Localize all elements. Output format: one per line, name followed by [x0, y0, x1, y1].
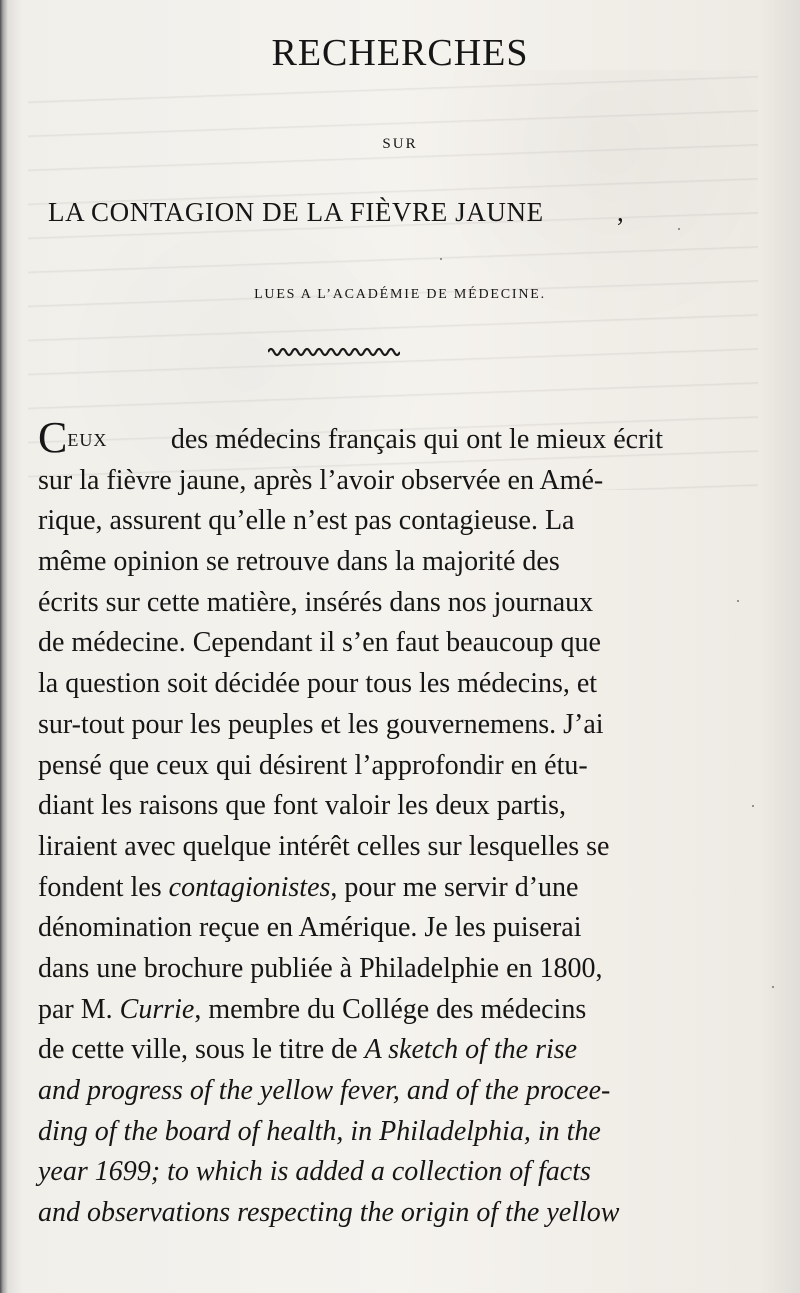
- page-gutter-shadow: [0, 0, 8, 1293]
- italic-term: contagionistes: [168, 871, 331, 903]
- text-line-13: dénomination reçue en Amérique. Je les puiserai: [38, 912, 582, 944]
- opening-words: [38, 413, 108, 462]
- main-heading-comma: ,: [617, 197, 624, 227]
- text-line-19: year 1699; to which is added a collection of facts: [38, 1156, 591, 1188]
- drop-initial-rest: EUX: [67, 430, 108, 450]
- line-12-start: fondent les: [38, 871, 162, 903]
- main-heading: LA CONTAGION DE LA FIÈVRE JAUNE: [48, 197, 544, 227]
- line-1-text: des médecins français qui ont le mieux écrit: [170, 424, 663, 455]
- text-line-15: [38, 990, 663, 1031]
- text-line-1: [38, 413, 663, 462]
- line-16-start: de cette ville, sous le titre de: [38, 1034, 358, 1066]
- line-15-start: par M.: [38, 993, 113, 1025]
- ink-speck: [752, 805, 754, 807]
- wavy-rule-icon: [268, 344, 400, 359]
- ink-speck: [440, 258, 442, 260]
- page-title: RECHERCHES: [271, 32, 529, 74]
- drop-initial: C: [38, 413, 68, 462]
- text-line-2: sur la fièvre jaune, après l’avoir observée en Amé-: [38, 464, 604, 496]
- text-line-4: même opinion se retrouve dans la majorité des: [38, 546, 560, 578]
- text-line-18: ding of the board of health, in Philadelphia, in the: [38, 1115, 601, 1147]
- text-line-3: rique, assurent qu’elle n’est pas contagieuse. La: [38, 505, 575, 537]
- text-line-5: écrits sur cette matière, insérés dans nos journaux: [38, 586, 594, 618]
- text-line-14: dans une brochure publiée à Philadelphie en 1800,: [38, 952, 603, 984]
- text-line-11: liraient avec quelque intérêt celles sur lesquelles se: [38, 830, 610, 862]
- text-line-6: de médecine. Cependant il s’en faut beaucoup que: [38, 627, 601, 659]
- text-line-12: [38, 868, 663, 909]
- text-line-10: diant les raisons que font valoir les deux partis,: [38, 790, 566, 822]
- text-line-20: and observations respecting the origin of the yellow: [38, 1197, 620, 1229]
- body-paragraph: [38, 413, 678, 1234]
- ink-speck: [737, 600, 739, 602]
- text-line-7: la question soit décidée pour tous les médecins, et: [38, 668, 598, 700]
- author-name: Currie: [119, 993, 195, 1025]
- book-title-start: A sketch of the rise: [364, 1034, 578, 1066]
- text-line-8: sur-tout pour les peuples et les gouvernemens. J’ai: [38, 708, 604, 740]
- line-12-end: , pour me servir d’une: [330, 871, 579, 903]
- subtitle-sur: SUR: [382, 136, 418, 152]
- ink-speck: [678, 228, 680, 230]
- ink-speck: [772, 986, 774, 988]
- text-line-9: pensé que ceux qui désirent l’approfondir en étu-: [38, 749, 588, 781]
- reading-line: LUES A L’ACADÉMIE DE MÉDECINE.: [254, 287, 546, 302]
- text-line-17: and progress of the yellow fever, and of the procee-: [38, 1075, 611, 1106]
- text-line-16: [38, 1030, 663, 1071]
- line-15-end: , membre du Collége des médecins: [194, 993, 587, 1025]
